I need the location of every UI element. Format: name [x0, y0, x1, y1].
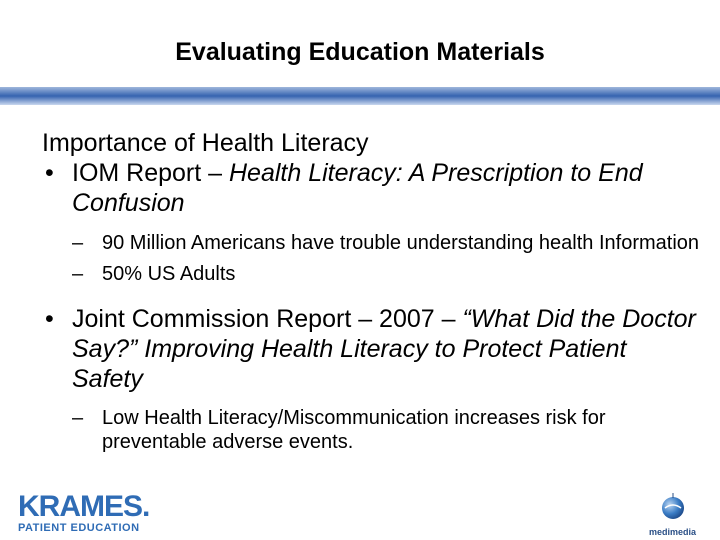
slide-title: Evaluating Education Materials — [175, 38, 545, 66]
bullet-lead-text: IOM Report – — [72, 159, 229, 187]
krames-logo — [18, 490, 150, 534]
medimedia-wordmark: medimedia — [648, 527, 697, 537]
bullet-italic-text: “What Did the Doctor Say?” Improving Health Literacy to Protect Patient Safety — [72, 305, 696, 393]
sub-bullet-text: 90 Million Americans have trouble understanding health Information — [102, 232, 700, 254]
krames-tagline: PATIENT EDUCATION — [18, 522, 140, 534]
sub-bullet-item — [42, 262, 702, 286]
sub-bullet-text: 50% US Adults — [102, 263, 236, 285]
sub-bullet-item — [42, 406, 702, 454]
sub-bullet-marker: – — [72, 232, 84, 254]
sub-bullet-marker: – — [72, 407, 84, 429]
section-heading: Importance of Health Literacy — [42, 129, 369, 157]
bullet-item-iom — [42, 158, 702, 218]
bullet-italic-text: Health Literacy: A Prescription to End Confusion — [72, 159, 643, 217]
bullet-item-joint-commission — [42, 304, 702, 394]
sub-bullet-item — [42, 231, 702, 255]
sub-bullet-marker: – — [72, 263, 84, 285]
bullet-lead-text: Joint Commission Report – 2007 – — [72, 305, 463, 333]
medimedia-logo — [645, 493, 700, 537]
sub-bullet-text: Low Health Literacy/Miscommunication increases risk for preventable adverse events. — [102, 407, 606, 453]
bullet-marker: • — [45, 159, 54, 187]
krames-wordmark: KRAMES. — [18, 490, 150, 523]
slide-body — [42, 128, 702, 454]
title-underline-bar — [0, 87, 720, 105]
globe-icon — [659, 493, 687, 521]
bullet-marker: • — [45, 305, 54, 333]
